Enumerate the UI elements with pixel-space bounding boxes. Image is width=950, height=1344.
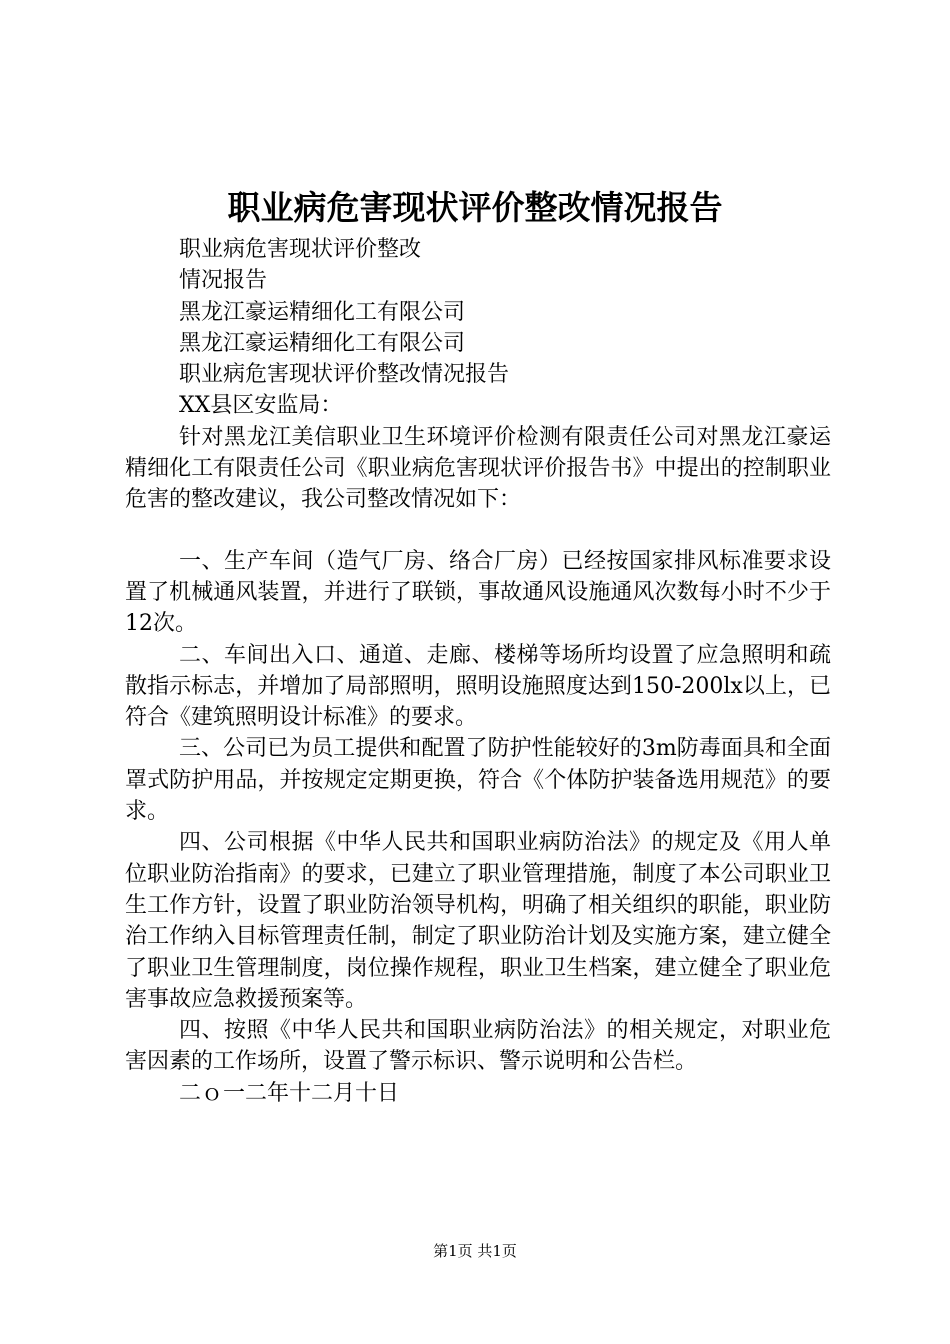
header-line-2: 情况报告 — [179, 268, 268, 294]
page-footer: 第1页 共1页 — [433, 1242, 517, 1260]
addressee-line: XX县区安监局： — [179, 393, 343, 419]
item-paragraph-5: 四、按照《中华人民共和国职业病防治法》的相关规定，对职业危害因素的工作场所，设置了警示标识、警示说明和公告栏。 — [125, 1018, 831, 1075]
report-title-line: 职业病危害现状评价整改情况报告 — [179, 362, 510, 388]
company-name-line-2: 黑龙江豪运精细化工有限公司 — [179, 330, 466, 356]
document-body — [125, 234, 831, 1109]
date-line: 二ｏ一二年十二月十日 — [179, 1080, 400, 1106]
document-title: 职业病危害现状评价整改情况报告 — [227, 188, 723, 227]
item-paragraph-4: 四、公司根据《中华人民共和国职业病防治法》的规定及《用人单位职业防治指南》的要求，已建立了职业管理措施，制度了本公司职业卫生工作方针，设置了职业防治领导机构，明确了相关组织的职能，职业防治工作纳入目标管理责任制，制定了职业防治计划及实施方案，建立健全了职业卫生管理制度，岗位操作规程，职业卫生档案，建立健全了职业危害事故应急救援预案等。 — [125, 830, 831, 1012]
item-paragraph-1: 一、生产车间（造气厂房、络合厂房）已经按国家排风标准要求设置了机械通风装置，并进行了联锁，事故通风设施通风次数每小时不少于12次。 — [125, 548, 831, 637]
item-paragraph-2: 二、车间出入口、通道、走廊、楼梯等场所均设置了应急照明和疏散指示标志，并增加了局部照明，照明设施照度达到150-200lx以上，已符合《建筑照明设计标准》的要求。 — [125, 642, 831, 731]
header-line-1: 职业病危害现状评价整改 — [179, 237, 422, 262]
intro-paragraph: 针对黑龙江美信职业卫生环境评价检测有限责任公司对黑龙江豪运精细化工有限责任公司《职业病危害现状评价报告书》中提出的控制职业危害的整改建议，我公司整改情况如下： — [125, 424, 831, 513]
item-paragraph-3: 三、公司已为员工提供和配置了防护性能较好的3m防毒面具和全面罩式防护用品，并按规定定期更换，符合《个体防护装备选用规范》的要求。 — [125, 736, 831, 825]
company-name-line-1: 黑龙江豪运精细化工有限公司 — [179, 299, 466, 325]
